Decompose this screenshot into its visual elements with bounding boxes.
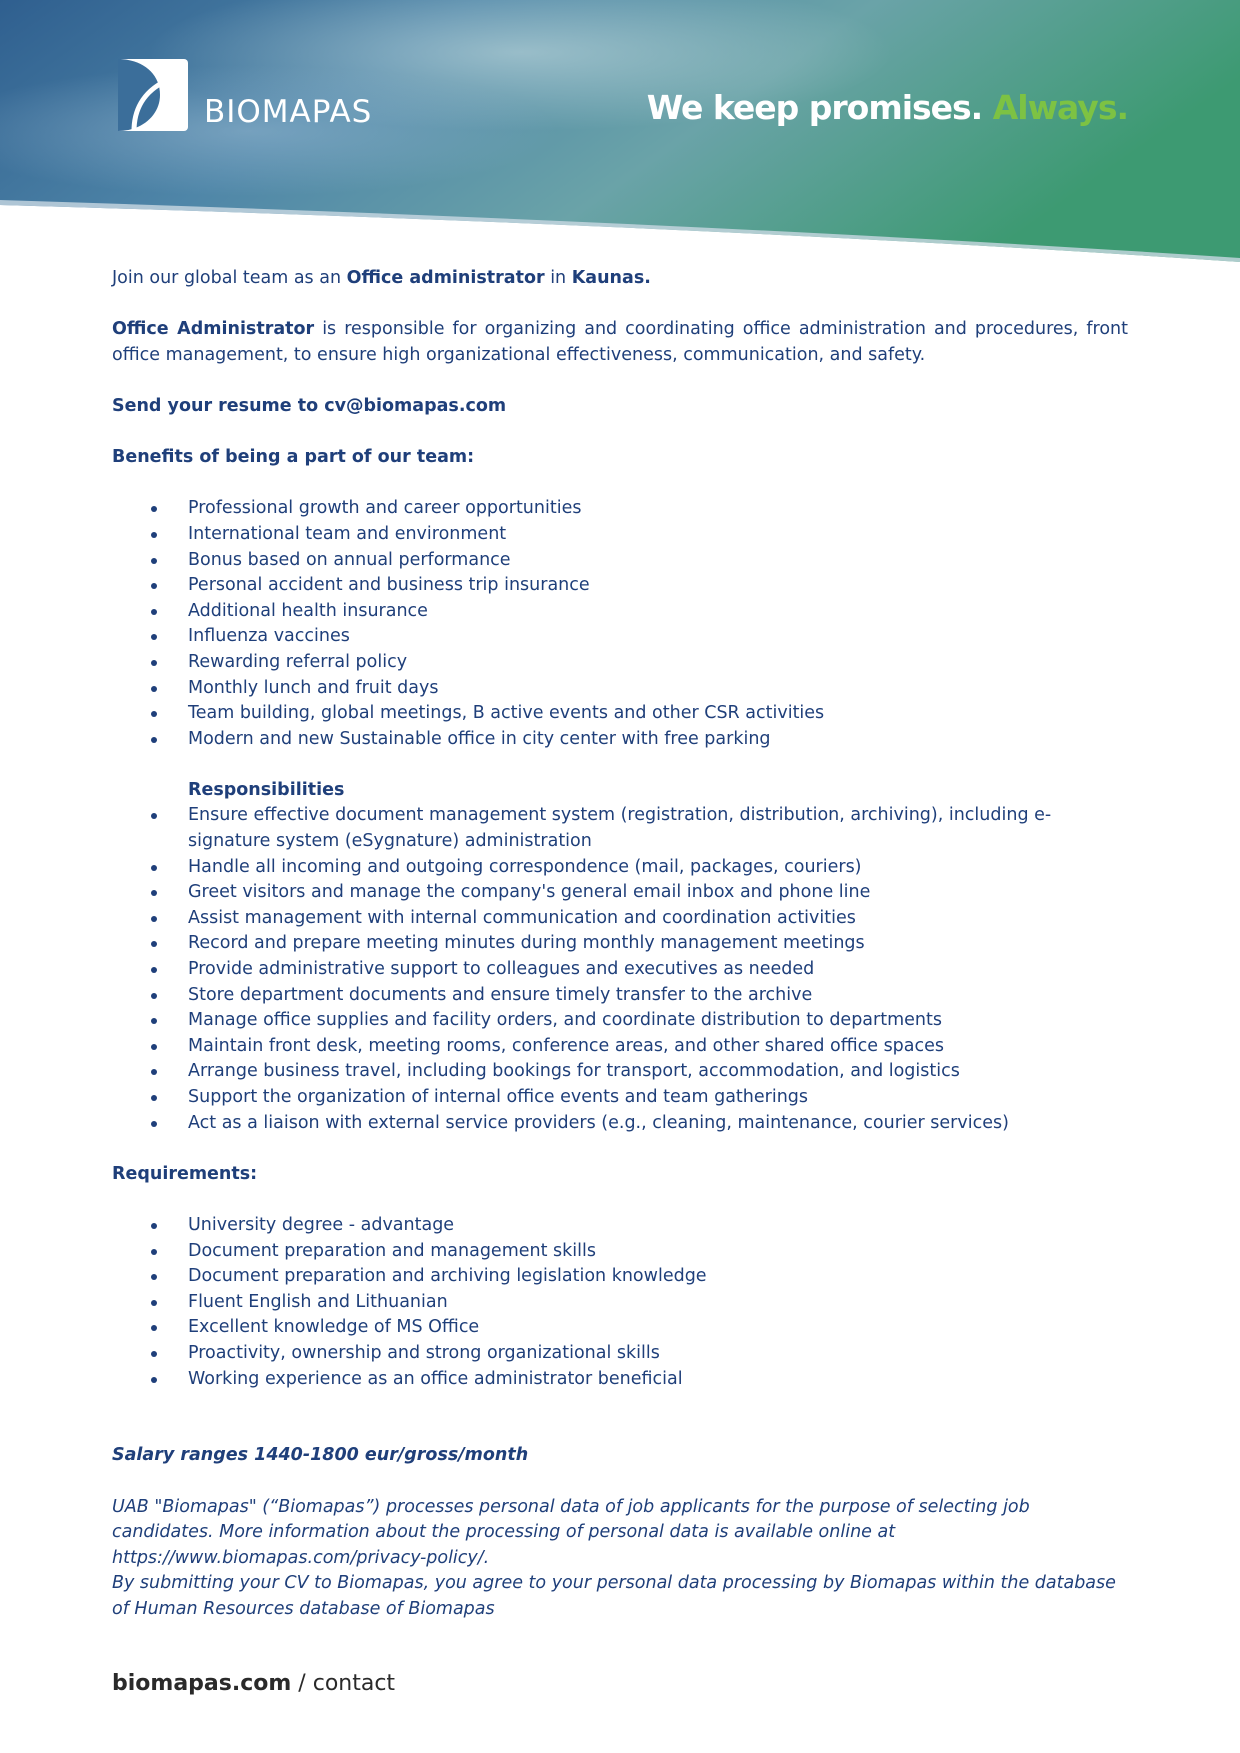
intro-city: Kaunas. xyxy=(571,268,651,288)
list-item: Monthly lunch and fruit days xyxy=(112,676,1128,702)
list-item: International team and environment xyxy=(112,522,1128,548)
tagline-accent: Always. xyxy=(992,88,1128,127)
job-description xyxy=(112,266,1128,1622)
list-item: Ensure effective document management system (registration, distribution, archiving), including e-signature system (eSygnature) administration xyxy=(112,803,1128,854)
list-item: Manage office supplies and facility orders, and coordinate distribution to departments xyxy=(112,1008,1128,1034)
desc-text: is responsible for organizing and coordinating office administration and procedures, front office management, to ensure high organizational effectiveness, communication, and safety. xyxy=(112,319,1128,365)
list-item: Personal accident and business trip insurance xyxy=(112,573,1128,599)
list-item: Additional health insurance xyxy=(112,599,1128,625)
header-banner xyxy=(0,0,1240,262)
list-item: Working experience as an office administrator beneficial xyxy=(112,1367,1128,1393)
list-item: Team building, global meetings, B active events and other CSR activities xyxy=(112,701,1128,727)
desc-role: Office Administrator xyxy=(112,319,315,340)
privacy-notice: UAB "Biomapas" (“Biomapas”) processes personal data of job applicants for the purpose of selecting job candidates. More information about the processing of personal data is available online at https://www.biomapas.com/privacy-policy/. xyxy=(112,1496,1030,1568)
footer-site-link[interactable]: biomapas.com xyxy=(112,1671,292,1696)
requirements-title: Requirements: xyxy=(112,1163,258,1184)
list-item: Greet visitors and manage the company's general email inbox and phone line xyxy=(112,880,1128,906)
list-item: Maintain front desk, meeting rooms, conference areas, and other shared office spaces xyxy=(112,1034,1128,1060)
list-item: Proactivity, ownership and strong organizational skills xyxy=(112,1341,1128,1367)
biomapas-logo-icon xyxy=(112,55,190,133)
responsibilities-title: Responsibilities xyxy=(188,779,345,800)
list-item: Influenza vaccines xyxy=(112,624,1128,650)
list-item: Assist management with internal communication and coordination activities xyxy=(112,906,1128,932)
tagline xyxy=(647,88,1128,127)
requirements-list xyxy=(112,1213,1128,1392)
list-item: Record and prepare meeting minutes during monthly management meetings xyxy=(112,931,1128,957)
list-item: Professional growth and career opportunities xyxy=(112,496,1128,522)
consent-notice: By submitting your CV to Biomapas, you agree to your personal data processing by Biomapas within the database of Human Resources database of Biomapas xyxy=(112,1573,1116,1619)
list-item: Rewarding referral policy xyxy=(112,650,1128,676)
list-item: Store department documents and ensure timely transfer to the archive xyxy=(112,983,1128,1009)
list-item: Fluent English and Lithuanian xyxy=(112,1290,1128,1316)
logo xyxy=(112,55,372,133)
benefits-title: Benefits of being a part of our team: xyxy=(112,447,475,468)
list-item: Document preparation and management skills xyxy=(112,1239,1128,1265)
list-item: Act as a liaison with external service providers (e.g., cleaning, maintenance, courier services) xyxy=(112,1111,1128,1137)
intro-role: Office administrator xyxy=(346,268,545,288)
list-item: Handle all incoming and outgoing correspondence (mail, packages, couriers) xyxy=(112,855,1128,881)
benefits-list xyxy=(112,496,1128,752)
list-item: Excellent knowledge of MS Office xyxy=(112,1315,1128,1341)
footer-contact-link[interactable]: contact xyxy=(312,1671,396,1696)
list-item: University degree - advantage xyxy=(112,1213,1128,1239)
intro-line xyxy=(112,266,1128,292)
list-item: Bonus based on annual performance xyxy=(112,548,1128,574)
list-item: Arrange business travel, including bookings for transport, accommodation, and logistics xyxy=(112,1059,1128,1085)
salary-range: Salary ranges 1440-1800 eur/gross/month xyxy=(112,1445,529,1466)
responsibilities-list xyxy=(112,803,1128,1136)
list-item: Modern and new Sustainable office in city center with free parking xyxy=(112,727,1128,753)
tagline-main: We keep promises. xyxy=(646,88,983,127)
footer xyxy=(112,1671,395,1696)
brand-name: BIOMAPAS xyxy=(204,94,373,130)
resume-line: Send your resume to cv@biomapas.com xyxy=(112,395,507,416)
list-item: Document preparation and archiving legislation knowledge xyxy=(112,1264,1128,1290)
footer-separator: / xyxy=(291,1671,313,1696)
intro-prefix: Join our global team as an xyxy=(112,268,347,288)
role-description xyxy=(112,317,1128,368)
list-item: Support the organization of internal office events and team gatherings xyxy=(112,1085,1128,1111)
intro-mid: in xyxy=(544,268,572,288)
list-item: Provide administrative support to colleagues and executives as needed xyxy=(112,957,1128,983)
